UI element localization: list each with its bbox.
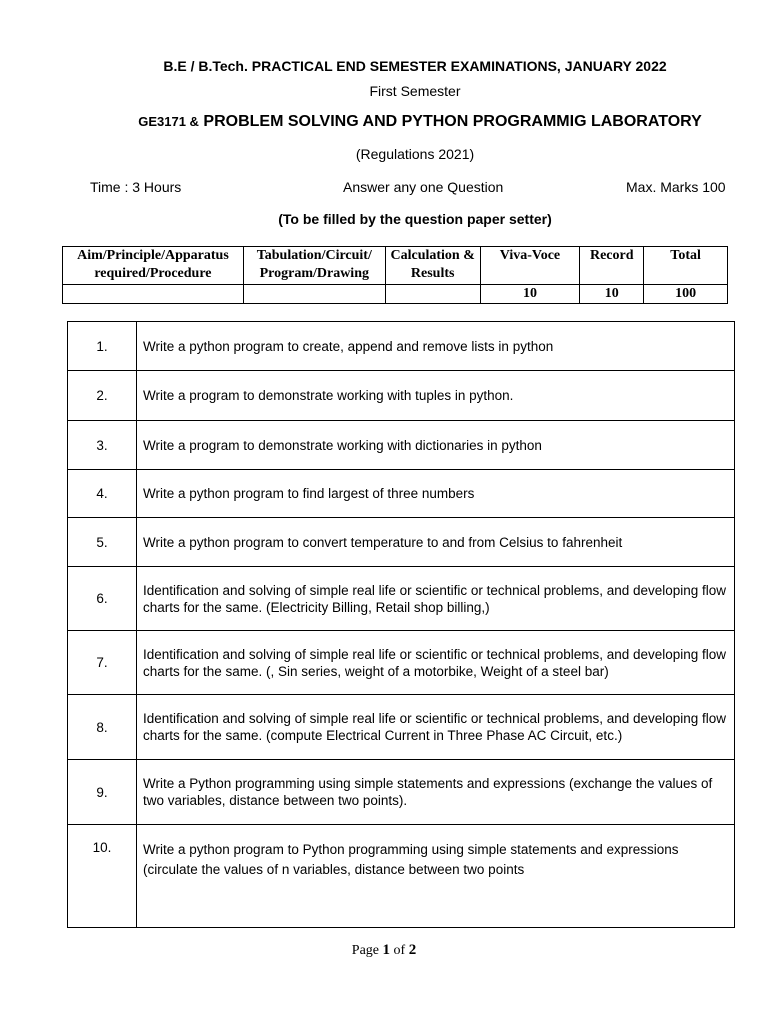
setter-note: (To be filled by the question paper setter): [278, 211, 552, 227]
question-row: [68, 825, 735, 928]
marks-value-viva: 10: [480, 285, 580, 304]
question-number: 4.: [68, 470, 137, 518]
marks-value-aim: [63, 285, 244, 304]
question-row: [68, 470, 735, 518]
question-text: Write a program to demonstrate working with tuples in python.: [137, 371, 735, 421]
question-row: [68, 567, 735, 631]
question-row: [68, 631, 735, 695]
question-row: [68, 421, 735, 470]
question-number: 9.: [68, 760, 137, 825]
question-row: [68, 322, 735, 371]
question-text: Identification and solving of simple real life or scientific or technical problems, and developing flow charts for the same. (compute Electrical Current in Three Phase AC Circuit, etc.): [137, 695, 735, 760]
marks-value-record: 10: [580, 285, 644, 304]
page-footer: [0, 942, 768, 959]
marks-value-total: 100: [644, 285, 728, 304]
question-text-line: (circulate the values of n variables, distance between two points: [143, 862, 525, 877]
questions-table: [67, 321, 735, 928]
question-text: Write a python program to convert temperature to and from Celsius to fahrenheit: [137, 518, 735, 567]
marks-header-calculation: Calculation & Results: [385, 247, 480, 285]
marks-value-tabulation: [243, 285, 385, 304]
question-row: [68, 518, 735, 567]
marks-header-aim: Aim/Principle/Apparatus required/Procedure: [63, 247, 244, 285]
marks-header-viva: Viva-Voce: [480, 247, 580, 285]
semester: First Semester: [369, 83, 461, 99]
exam-instruction: Answer any one Question: [343, 179, 504, 195]
question-number: 5.: [68, 518, 137, 567]
regulations: (Regulations 2021): [355, 146, 475, 162]
question-text: Write a Python programming using simple statements and expressions (exchange the values of two variables, distance between two points).: [137, 760, 735, 825]
question-number: 2.: [68, 371, 137, 421]
question-number: 8.: [68, 695, 137, 760]
marks-table-header-row: [63, 247, 728, 285]
question-text-line: Write a python program to Python programming using simple statements and expressions: [143, 842, 679, 857]
question-number: 1.: [68, 322, 137, 371]
exam-time: Time : 3 Hours: [90, 179, 182, 195]
course-title: [80, 113, 760, 131]
question-text: Write a python program to find largest of three numbers: [137, 470, 735, 518]
question-row: [68, 695, 735, 760]
marks-header-tabulation: Tabulation/Circuit/ Program/Drawing: [243, 247, 385, 285]
question-number: 6.: [68, 567, 137, 631]
question-text: Identification and solving of simple real life or scientific or technical problems, and developing flow charts for the same. (, Sin series, weight of a motorbike, Weight of a steel bar): [137, 631, 735, 695]
page-current: 1: [382, 942, 391, 958]
marks-table: [62, 246, 728, 304]
question-text: Write a python program to create, append and remove lists in python: [137, 322, 735, 371]
marks-header-total: Total: [644, 247, 728, 285]
page-total: 2: [408, 942, 417, 958]
question-row: [68, 760, 735, 825]
marks-value-calculation: [385, 285, 480, 304]
question-text: [137, 825, 735, 928]
max-marks: Max. Marks 100: [626, 179, 726, 195]
question-text: Write a program to demonstrate working with dictionaries in python: [137, 421, 735, 470]
exam-title: B.E / B.Tech. PRACTICAL END SEMESTER EXAMINATIONS, JANUARY 2022: [163, 58, 667, 74]
question-number: 10.: [68, 825, 137, 928]
of-word: of: [393, 943, 406, 958]
marks-header-record: Record: [580, 247, 644, 285]
marks-table-values-row: [63, 285, 728, 304]
question-number: 7.: [68, 631, 137, 695]
course-code: GE3171 &: [138, 114, 199, 129]
question-text: Identification and solving of simple real life or scientific or technical problems, and developing flow charts for the same. (Electricity Billing, Retail shop billing,): [137, 567, 735, 631]
course-name: PROBLEM SOLVING AND PYTHON PROGRAMMIG LABORATORY: [203, 113, 702, 130]
question-row: [68, 371, 735, 421]
page-word: Page: [351, 943, 380, 958]
question-number: 3.: [68, 421, 137, 470]
